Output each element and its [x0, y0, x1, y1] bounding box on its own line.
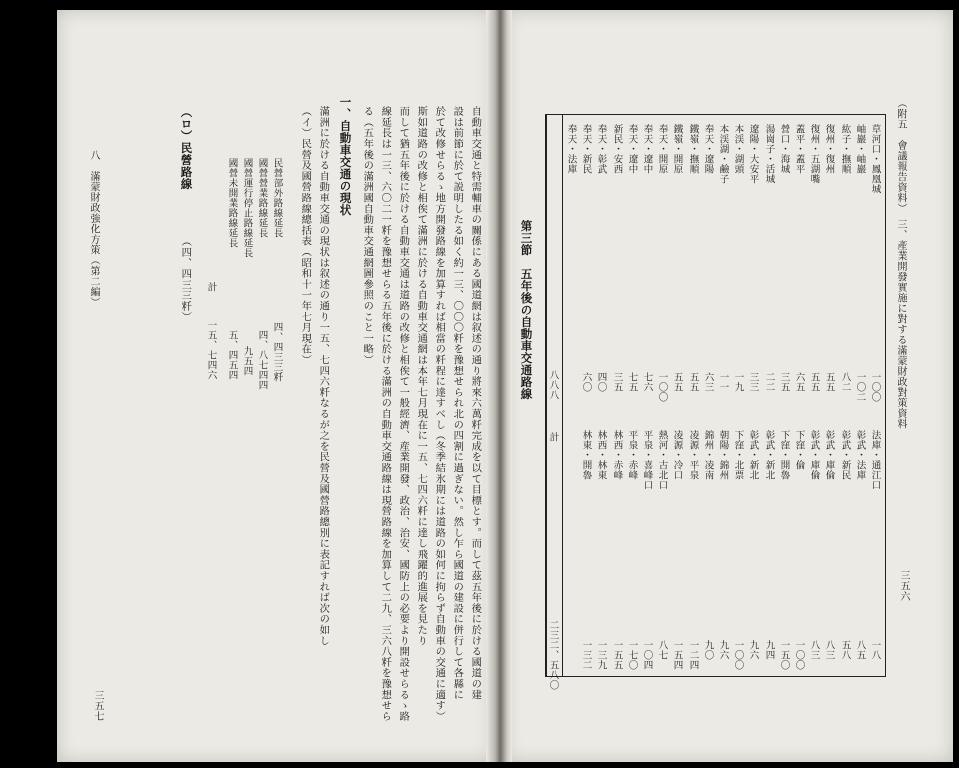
route-km: 六三 — [702, 372, 714, 392]
body-paragraph-7: る（五年後の滿洲國自動車交通網圖參照のこと一略） — [361, 106, 374, 366]
route-via: 凌源・冷口 — [671, 430, 683, 480]
route-via: 朝陽・錦州 — [717, 430, 729, 480]
subtotal-label: 計 — [547, 432, 559, 442]
route-end-km: 一〇〇 — [732, 640, 744, 670]
route-start: 奉天・新民 — [580, 124, 592, 174]
route-km: 七六 — [641, 372, 653, 392]
table-bottom-rule — [545, 676, 885, 677]
route-start: 岫巖・岫巖 — [854, 124, 866, 174]
left-page-number: 三五七 — [92, 690, 103, 722]
route-end-km: 八五 — [854, 640, 866, 660]
route-start: 紘子・撫順 — [839, 124, 851, 174]
route-start: 復州・五湖嘴 — [808, 124, 820, 184]
route-end-km: 九六 — [717, 640, 729, 660]
route-via: 平泉・赤峰 — [626, 430, 638, 480]
left-page — [57, 10, 493, 762]
route-via: 林東・開魯 — [580, 430, 592, 480]
route-km: 三五 — [778, 372, 790, 392]
summary-table-heading: （イ）民營及國營路線總括表（昭和十一年七月現在） — [299, 106, 312, 366]
route-via: 彰武・新民 — [839, 430, 851, 480]
route-km: 五五 — [823, 372, 835, 392]
route-start: 奉天・遼陽 — [702, 124, 714, 174]
summary-label: 國營未開業路線延長 — [226, 158, 238, 248]
route-km: 六五 — [793, 372, 805, 392]
route-end-km: 八七 — [656, 640, 668, 660]
route-start: 奉天・遼中 — [641, 124, 653, 174]
route-start: 蓋平・蓋平 — [793, 124, 805, 174]
route-end-km: 五八 — [839, 640, 851, 660]
route-km: 一〇〇 — [869, 372, 881, 402]
table-total-divider — [562, 114, 563, 677]
route-via: 下窪・倫 — [793, 430, 805, 470]
route-via: 凌源・平泉 — [687, 430, 699, 480]
route-via: 錦州・凌南 — [702, 430, 714, 480]
table-left-rule — [545, 114, 547, 677]
summary-value: 九五四 — [241, 346, 253, 376]
route-end-km: 一〇〇 — [793, 640, 805, 670]
route-end-km: 一五〇 — [778, 640, 790, 670]
route-via: 下窪・開魯 — [778, 430, 790, 480]
route-km: 一〇〇 — [656, 372, 668, 402]
summary-label: 民營部外路線延長 — [271, 158, 283, 238]
route-km: 一一 — [717, 372, 729, 392]
route-km: 一九 — [732, 372, 744, 392]
route-km: 三五 — [611, 372, 623, 392]
route-km: 六〇 — [580, 372, 592, 392]
route-end-km: 九四 — [763, 640, 775, 660]
route-start: 奉天・遼中 — [626, 124, 638, 174]
route-start: 奉天・開原 — [656, 124, 668, 174]
route-via: 彰武・新北 — [747, 430, 759, 480]
right-running-head: （附五 會議報告資料） 三、產業開發實施に對する滿蒙財政對策資料 — [895, 98, 906, 429]
route-km: 四〇 — [595, 372, 607, 392]
route-km: 三三 — [747, 372, 759, 392]
route-km: 七五 — [626, 372, 638, 392]
route-end-km: 九〇 — [702, 640, 714, 660]
route-via: 法庫・通江口 — [869, 430, 881, 490]
summary-total-value: 一五、七四六 — [205, 320, 217, 380]
route-end-km: 一五五 — [611, 640, 623, 670]
route-start: 奉天・彰武 — [595, 124, 607, 174]
route-via: 彰武・庫倫 — [808, 430, 820, 480]
route-via: 平泉・喜峰口 — [641, 430, 653, 490]
body-paragraph-1: 自動車交通と特需輔車の關係にある國道網は叙述の通り將來六萬粁完成を以て目標とす。而して茲五年後に於ける國道の建 — [469, 106, 482, 700]
route-via: 林西・赤峰 — [611, 430, 623, 480]
route-end-km: 一三二 — [580, 640, 592, 670]
table-top-rule — [545, 114, 885, 115]
left-running-head: 八 滿蒙財政強化方策（第二編） — [88, 150, 99, 308]
subtotal-value: 八八八 — [547, 370, 559, 400]
route-end-km: 八三 — [808, 640, 820, 660]
route-start: 草河口・鳳凰城 — [869, 124, 881, 194]
body-paragraph-3: 於て改修せらるゝ地方開發路線を加算すれば相當の粁程に達すべし（冬季結氷期には道路の如何に拘らず自動車の交通に適す） — [433, 106, 446, 722]
section-heading-current-status: 一、自動車交通の現状 — [338, 96, 353, 216]
body-paragraph-2: 設は前節に於て説明したる如く約一三、〇〇〇粁を豫想せられ北の四割に過ぎない。然し乍ら國道の建設に併行して各縣に — [451, 106, 464, 700]
route-end-km: 一七〇 — [626, 640, 638, 670]
route-start: 本渓・湖頭 — [732, 124, 744, 174]
summary-label: 國營運行停止路線延長 — [241, 158, 253, 258]
route-start: 奉天・法庫 — [565, 124, 577, 174]
summary-value: 五、四五四 — [226, 330, 238, 380]
route-end-km: 一八 — [869, 640, 881, 660]
route-start: 湯崗子・活城 — [763, 124, 775, 184]
summary-value: 四、四三三粁 — [271, 322, 283, 382]
route-start: 遼陽・大安平 — [747, 124, 759, 184]
route-start: 營口・海城 — [778, 124, 790, 174]
route-end-km: 一五四 — [671, 640, 683, 670]
route-start: 本渓湖・鹼子 — [717, 124, 729, 184]
route-km: 一〇二 — [854, 372, 866, 402]
route-end-km: 九六 — [747, 640, 759, 660]
route-via: 彰武・法庫 — [854, 430, 866, 480]
route-via: 彰武・新北 — [763, 430, 775, 480]
route-end-km: 一三九 — [595, 640, 607, 670]
summary-value: 四、八七四四 — [256, 330, 268, 390]
route-km: 二二 — [763, 372, 775, 392]
summary-total-label: 計 — [205, 282, 217, 292]
route-end-km: 八三 — [823, 640, 835, 660]
private-routes-total: （四、四三三粁） — [179, 236, 192, 323]
route-via: 下窪・北票 — [732, 430, 744, 480]
route-start: 復州・復州 — [823, 124, 835, 174]
right-page-number: 三五六 — [898, 570, 909, 602]
book-gutter — [486, 10, 512, 762]
current-status-text: 滿洲に於ける自動車交通の現状は叙述の通り一五、七四六粁なるが之を民營及國營路總別に表記すれば次の如し — [317, 106, 330, 646]
route-via: 彰武・庫倫 — [823, 430, 835, 480]
route-km: 五五 — [808, 372, 820, 392]
grand-total-value: 二三二、五八〇 — [547, 620, 559, 690]
section-title: 第三節 五年後の自動車交通路線 — [519, 220, 534, 400]
route-km: 五五 — [671, 372, 683, 392]
route-end-km: 一〇四 — [641, 640, 653, 670]
route-via: 熱河・古北口 — [656, 430, 668, 490]
table-right-rule — [885, 114, 886, 677]
route-km: 五五 — [687, 372, 699, 392]
route-via: 林西・林東 — [595, 430, 607, 480]
route-end-km: 一二四 — [687, 640, 699, 670]
body-paragraph-6: 線延長は一三、六〇二一粁を豫想せらる五年後に於ける滿洲の自動車交通路線は現營路線を加算して二九、三六八粁を豫想せら — [379, 106, 392, 722]
body-paragraph-5: 而して猶五年後に於ける自動車交通は道路の改修と相俟て一般經濟、産業開發、政治、治安、國防上の必要より開設せらるゝ路 — [397, 106, 410, 722]
route-km: 八二 — [839, 372, 851, 392]
summary-label: 國營營業路線延長 — [256, 158, 268, 238]
route-start: 新民・安西 — [611, 124, 623, 174]
private-routes-heading: （ロ）民營路線 — [179, 106, 194, 190]
route-start: 鐵嶺・撫順 — [687, 124, 699, 174]
body-paragraph-4: 斯如道路の改修と相俟て滿洲に於ける自動車交通網は本年七月現在に一五、七四六粁に達し飛躍的進展を見たり — [415, 106, 428, 646]
route-start: 鐵嶺・開原 — [671, 124, 683, 174]
